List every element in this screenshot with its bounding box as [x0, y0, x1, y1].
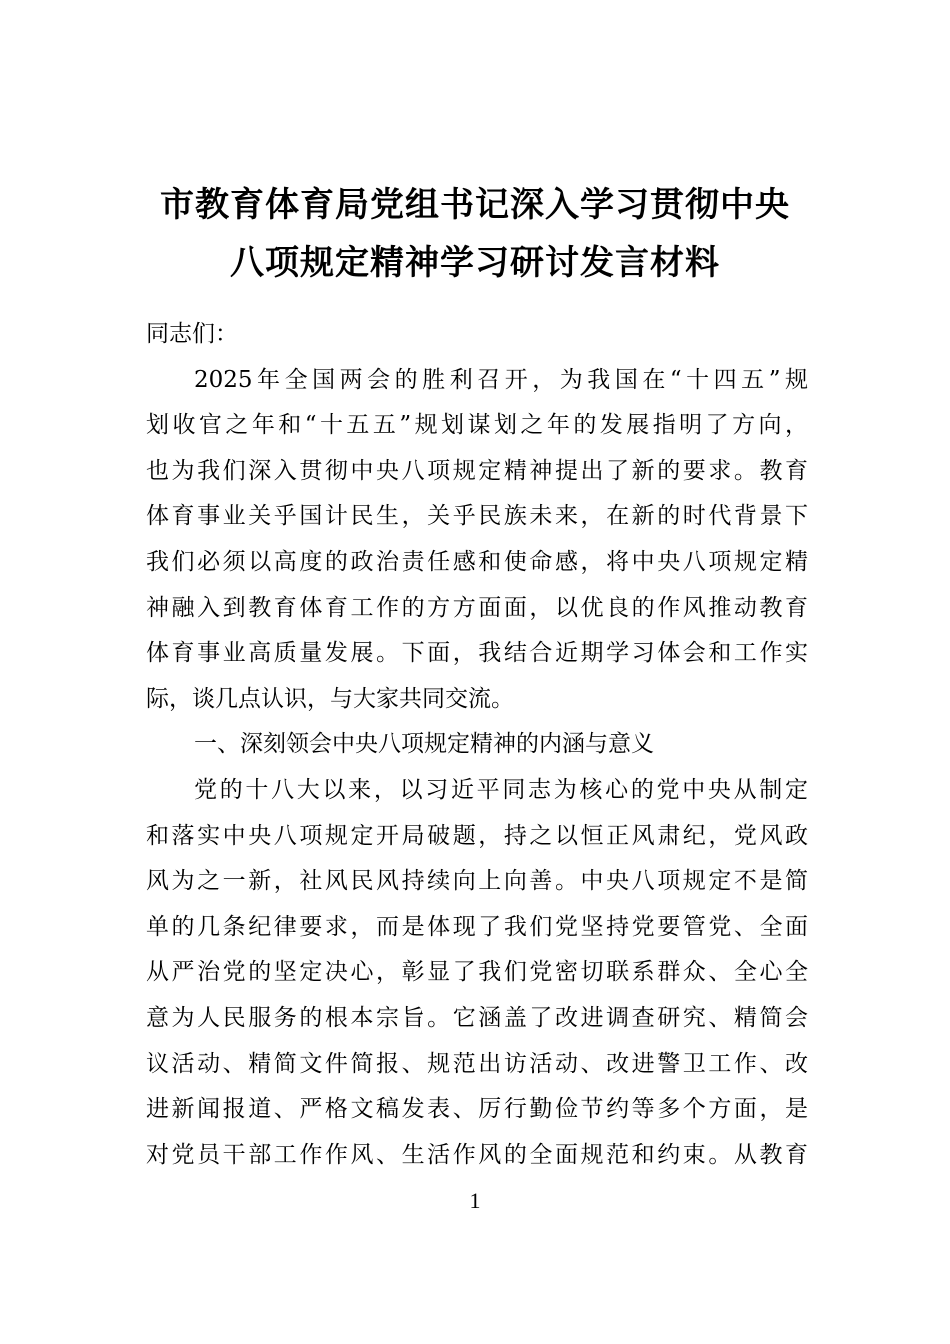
title-line-2: 八项规定精神学习研讨发言材料 [230, 243, 720, 283]
section-line: 单的几条纪律要求，而是体现了我们党坚持党要管党、全面 [146, 913, 808, 940]
document-body [146, 312, 808, 1178]
section-line: 对党员干部工作作风、生活作风的全面规范和约束。从教育 [146, 1141, 808, 1168]
section-heading: 一、深刻领会中央八项规定精神的内涵与意义 [194, 731, 654, 758]
intro-line: 际，谈几点认识，与大家共同交流。 [146, 685, 514, 712]
intro-line: 体育事业高质量发展。下面，我结合近期学习体会和工作实 [146, 640, 808, 667]
section-line: 意为人民服务的根本宗旨。它涵盖了改进调查研究、精简会 [146, 1004, 808, 1031]
page-number: 1 [469, 1188, 481, 1213]
section-line: 风为之一新，社风民风持续向上向善。中央八项规定不是简 [146, 868, 808, 895]
title-line-1: 市教育体育局党组书记深入学习贯彻中央 [160, 185, 790, 225]
intro-line: 也为我们深入贯彻中央八项规定精神提出了新的要求。教育 [146, 457, 808, 484]
section-line: 和落实中央八项规定开局破题，持之以恒正风肃纪，党风政 [146, 822, 808, 849]
document-title [0, 176, 950, 292]
salutation: 同志们： [146, 321, 238, 347]
intro-line: 体育事业关乎国计民生，关乎民族未来，在新的时代背景下 [146, 503, 808, 530]
section-line: 从严治党的坚定决心，彰显了我们党密切联系群众、全心全 [146, 959, 808, 986]
section-line: 议活动、精简文件简报、规范出访活动、改进警卫工作、改 [146, 1050, 808, 1077]
intro-line: 划收官之年和“十五五”规划谋划之年的发展指明了方向， [146, 412, 808, 439]
intro-line: 我们必须以高度的政治责任感和使命感，将中央八项规定精 [146, 548, 808, 575]
section-line: 党的十八大以来，以习近平同志为核心的党中央从制定 [194, 776, 808, 803]
intro-line: 神融入到教育体育工作的方方面面，以优良的作风推动教育 [146, 594, 808, 621]
section-line: 进新闻报道、严格文稿发表、厉行勤俭节约等多个方面，是 [146, 1096, 808, 1123]
intro-line: 2025年全国两会的胜利召开，为我国在“十四五”规 [194, 366, 808, 393]
